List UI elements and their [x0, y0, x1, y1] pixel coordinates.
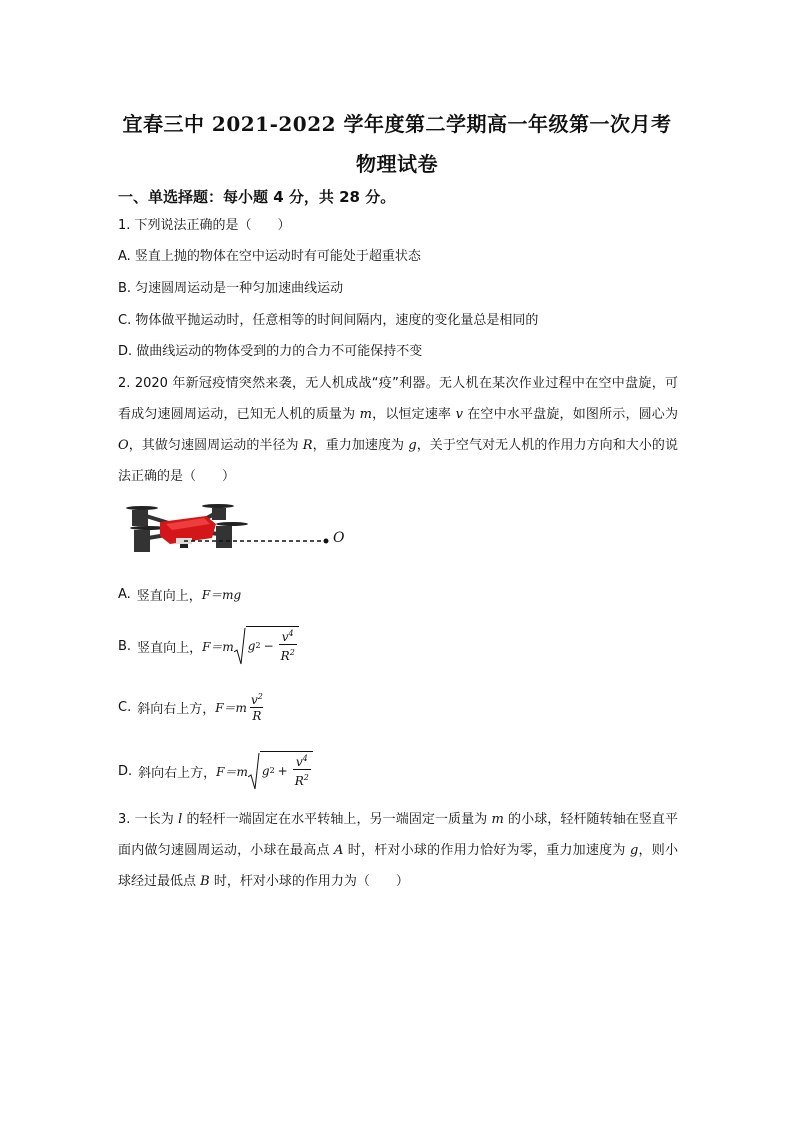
formula-prefix: F＝m [216, 764, 248, 779]
q2-stem-text: 2. 2020 年新冠疫情突然来袭，无人机成战“疫”利器。无人机在某次作业过程中在空中盘旋，可看成匀速圆周运动，已知无人机的质量为 [118, 376, 678, 422]
option-formula [216, 751, 313, 791]
q3-stem-text: 时，杆对小球的作用力为（ ） [209, 874, 409, 889]
numerator: v [281, 630, 289, 644]
var-m: m [359, 407, 372, 422]
sqrt-sign-icon [234, 626, 246, 666]
formula-g: g [261, 763, 270, 778]
formula-op: + [277, 763, 288, 778]
option-label: D. [118, 763, 133, 779]
option-label: B. [118, 638, 132, 654]
fraction: $\frac{v^4}{R^2}$ [280, 629, 295, 663]
q3-stem-text: 的轻杆一端固定在水平转轴上，另一端固定一质量为 [182, 812, 492, 827]
var-m: m [491, 812, 504, 827]
formula-prefix: F＝m [215, 700, 247, 715]
option-text: 竖直向上， [136, 589, 202, 604]
formula-op: − [263, 638, 274, 653]
var-a: A [334, 843, 344, 858]
q2-option-a [118, 585, 241, 604]
var-g: g [408, 438, 417, 453]
q2-stem [118, 368, 678, 492]
fraction: $\frac{v^2}{R}$ [250, 692, 263, 723]
denominator: R [252, 709, 262, 723]
numerator: v [295, 755, 303, 769]
fraction: $\frac{v^4}{R^2}$ [294, 754, 309, 788]
radius-dashed-line [120, 498, 360, 560]
var-v: v [455, 407, 463, 422]
option-label: C. [118, 699, 132, 715]
q2-option-d [118, 751, 313, 791]
q2-stem-text: ，其做匀速圆周运动的半径为 [128, 438, 303, 453]
q3-stem-text: 时，杆对小球的作用力恰好为零，重力加速度为 [343, 843, 630, 858]
var-r: R [302, 438, 313, 453]
q1-option-b: B. 匀速圆周运动是一种匀加速曲线运动 [118, 281, 344, 296]
option-text: 斜向右上方， [138, 765, 217, 781]
var-b: B [200, 874, 210, 889]
option-label: A. [118, 587, 131, 602]
q1-option-d: D. 做曲线运动的物体受到的力的合力不可能保持不变 [118, 344, 423, 359]
q3-stem [118, 804, 678, 897]
q2-option-c [118, 690, 267, 724]
var-g: g [629, 843, 639, 858]
option-formula [202, 626, 299, 666]
drone-figure [120, 498, 360, 560]
denominator: R [294, 774, 304, 788]
q1-option-c: C. 物体做平抛运动时，任意相等的时间间隔内，速度的变化量总是相同的 [118, 313, 539, 328]
section-heading: 一、单选择题：每小题 4 分，共 28 分。 [118, 188, 396, 206]
sqrt-content: g 2 + $\frac{v^4}{R^2}$ [260, 751, 313, 789]
denominator: R [280, 649, 290, 663]
exam-subtitle: 物理试卷 [356, 152, 438, 176]
q3-stem-text: ，则小球经过最低点 [118, 843, 678, 889]
option-formula [215, 690, 267, 724]
q3-stem-text: 的小球，轻杆随转轴在竖直平面内做匀速圆周运动，小球在最高点 [118, 812, 679, 858]
option-text: 斜向右上方， [137, 701, 216, 717]
numerator: v [250, 693, 258, 707]
q1-stem: 1. 下列说法正确的是（ ） [118, 218, 291, 233]
formula-prefix: F＝m [202, 639, 234, 654]
q2-option-b [118, 626, 299, 666]
sqrt-content: g 2 − $\frac{v^4}{R^2}$ [246, 626, 299, 664]
var-o: O [118, 438, 129, 453]
var-l: l [178, 812, 183, 827]
q2-stem-text: 在空中水平盘旋，如图所示，圆心为 [462, 407, 678, 422]
q3-stem-text: 3. 一长为 [118, 812, 179, 827]
q2-stem-text: ，重力加速度为 [312, 438, 409, 453]
q2-stem-text: ，以恒定速率 [371, 407, 456, 422]
option-formula: F＝mg [201, 588, 242, 602]
q1-option-a: A. 竖直上抛的物体在空中运动时有可能处于超重状态 [118, 249, 421, 264]
center-label-o: O [333, 530, 345, 546]
option-text: 竖直向上， [137, 640, 203, 656]
sqrt-sign-icon [248, 751, 260, 791]
exam-title: 宜春三中 2021-2022 学年度第二学期高一年级第一次月考 [122, 112, 672, 136]
q2-stem-text: ，关于空气对无人机的作用力方向和大小的说法正确的是（ ） [118, 438, 678, 484]
formula-g: g [247, 638, 256, 653]
